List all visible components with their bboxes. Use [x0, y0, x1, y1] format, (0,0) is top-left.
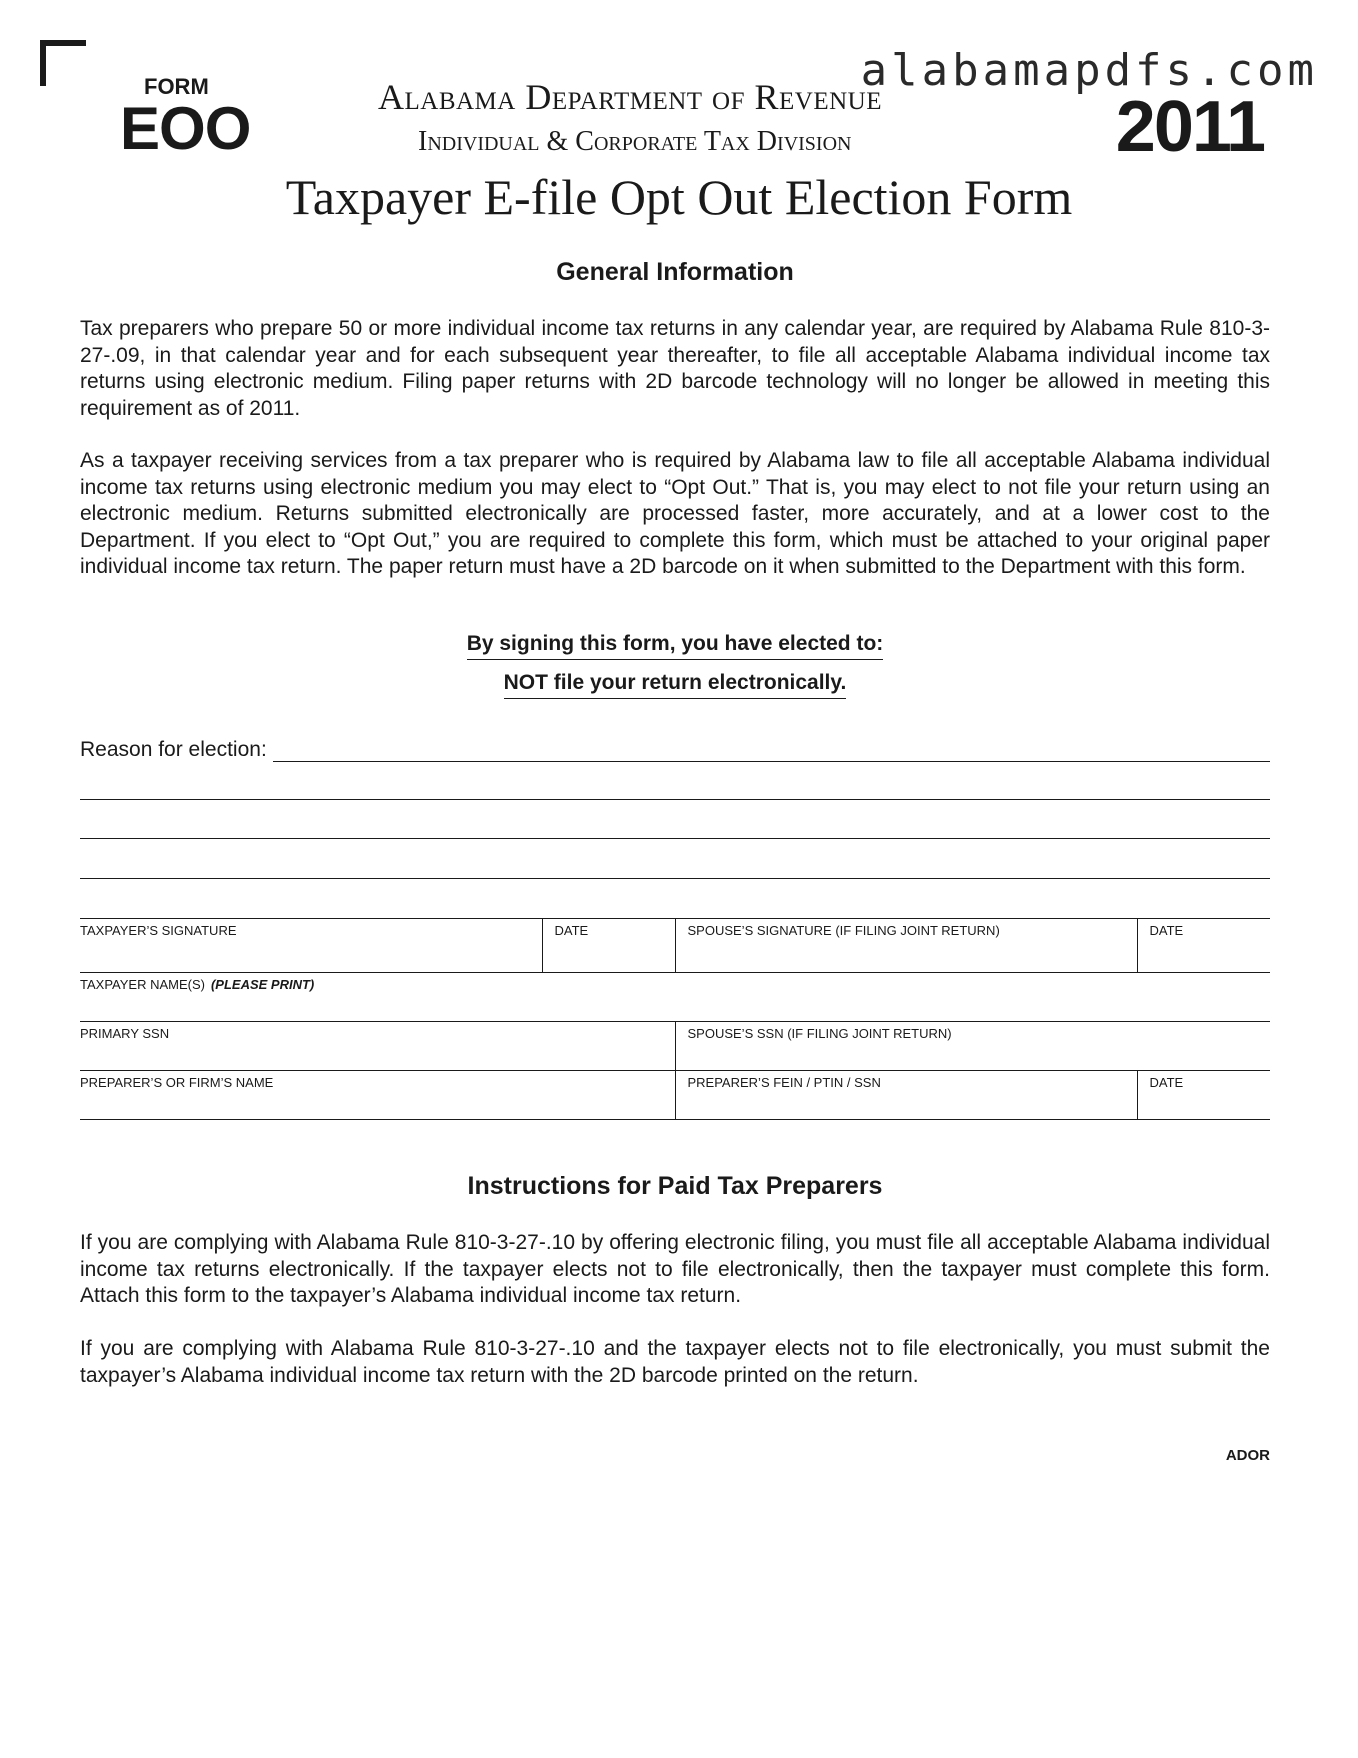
reason-for-election-field[interactable]	[80, 738, 1270, 762]
instructions-paragraph-1: If you are complying with Alabama Rule 810-3-27-.10 by offering electronic filing, you must file all acceptable Alabama individual income tax returns electronically. If the taxpayer elects not to file electronically, then the taxpayer must complete this form. Attach this form to the taxpayer’s Alabama individual income tax return.	[80, 1231, 1270, 1307]
instructions-para-2-wrap	[80, 1336, 1270, 1389]
taxpayer-signature-field[interactable]: TAXPAYER’S SIGNATURE	[80, 919, 542, 973]
primary-ssn-field[interactable]: PRIMARY SSN	[80, 1022, 675, 1071]
reason-line-4[interactable]	[80, 878, 1270, 879]
spouse-signature-field[interactable]: SPOUSE’S SIGNATURE (IF FILING JOINT RETURN)	[675, 919, 1137, 973]
watermark: alabamapdfs.com	[860, 45, 1318, 96]
reason-line-2[interactable]	[80, 799, 1270, 800]
instructions-paragraph-2: If you are complying with Alabama Rule 810-3-27-.10 and the taxpayer elects not to file electronically, you must submit the taxpayer’s Alabama individual income tax return with the 2D barcode printed on the return.	[80, 1337, 1270, 1387]
preparer-id-field[interactable]: PREPARER’S FEIN / PTIN / SSN	[675, 1071, 1137, 1120]
election-statement-1: By signing this form, you have elected to:	[80, 632, 1270, 660]
form-year: 2011	[1115, 87, 1264, 167]
general-paragraph-1: Tax preparers who prepare 50 or more individual income tax returns in any calendar year, are required by Alabama Rule 810-3-27-.09, in that calendar year and for each subsequent year thereafter, to file all acceptable Alabama individual income tax returns using electronic medium. Filing paper returns with 2D barcode technology will no longer be allowed in meeting this requirement as of 2011.	[80, 317, 1270, 420]
general-information-heading-wrap	[80, 258, 1270, 287]
corner-registration-mark	[40, 40, 86, 86]
preparer-date-field[interactable]: DATE	[1137, 1071, 1270, 1120]
reason-line-3[interactable]	[80, 838, 1270, 839]
election-statement-2: NOT file your return electronically.	[80, 671, 1270, 699]
reason-line-1[interactable]	[273, 739, 1270, 762]
spouse-date-field[interactable]: DATE	[1137, 919, 1270, 973]
spouse-ssn-field[interactable]: SPOUSE’S SSN (IF FILING JOINT RETURN)	[675, 1022, 1270, 1071]
division-name: Individual & Corporate Tax Division	[418, 126, 852, 157]
general-information-heading: General Information	[556, 258, 794, 286]
general-para-1-wrap	[80, 316, 1270, 422]
preparer-name-field[interactable]: PREPARER’S OR FIRM’S NAME	[80, 1071, 675, 1120]
reason-label: Reason for election:	[80, 738, 267, 761]
instructions-para-1-wrap	[80, 1230, 1270, 1310]
form-label: FORM	[144, 74, 209, 99]
department-name: Alabama Department of Revenue	[378, 77, 882, 117]
general-paragraph-2: As a taxpayer receiving services from a tax preparer who is required by Alabama law to file all acceptable Alabama individual income tax returns using electronic medium you may elect to “Opt Out.” That is, you may elect to not file your return using an electronic medium. Returns submitted electronically are processed faster, more accurately, and at a lower cost to the Department. If you elect to “Opt Out,” you are required to complete this form, which must be attached to your original paper individual income tax return. The paper return must have a 2D barcode on it when submitted to the Department with this form.	[80, 449, 1270, 578]
instructions-heading: Instructions for Paid Tax Preparers	[467, 1172, 883, 1200]
general-para-2-wrap	[80, 448, 1270, 581]
footer-code: ADOR	[1225, 1447, 1270, 1464]
taxpayer-names-field[interactable]: TAXPAYER NAME(S) (PLEASE PRINT)	[80, 973, 1270, 1022]
signature-block	[80, 918, 1270, 1120]
form-id: EOO	[120, 95, 251, 162]
page-title: Taxpayer E-file Opt Out Election Form	[285, 169, 1073, 225]
taxpayer-date-field[interactable]: DATE	[542, 919, 675, 973]
instructions-heading-wrap	[80, 1172, 1270, 1201]
